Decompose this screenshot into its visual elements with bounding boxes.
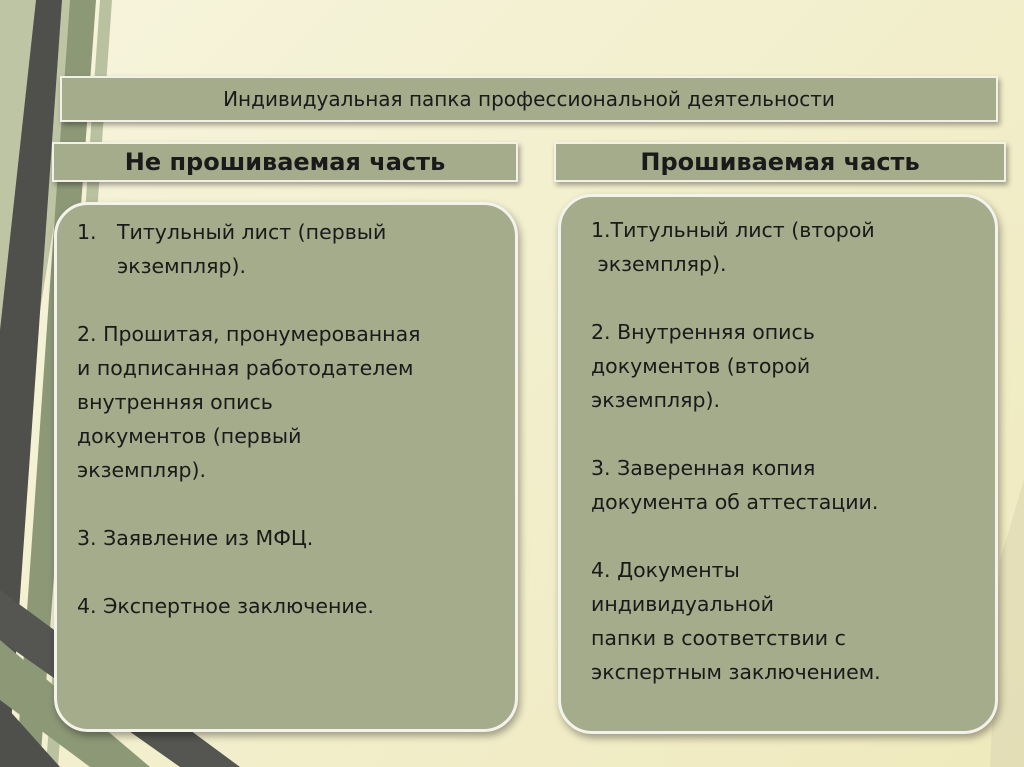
list-line: документов (первый — [77, 424, 302, 448]
list-line: документа об аттестации. — [591, 490, 879, 514]
non-stitched-list-panel — [54, 202, 518, 732]
list-line: экземпляр). — [77, 458, 206, 482]
list-number: 1. — [77, 220, 97, 244]
list-line: 4. Экспертное заключение. — [77, 594, 374, 618]
list-line: экземпляр). — [591, 252, 727, 276]
list-item — [591, 553, 995, 689]
list-line: 2. Внутренняя опись — [591, 320, 815, 344]
list-line: 4. Документы — [591, 558, 740, 582]
list-line: экземпляр). — [117, 254, 246, 278]
list-item — [591, 315, 995, 417]
header-non-stitched-text: Не прошиваемая часть — [124, 148, 446, 176]
list-line: индивидуальной — [591, 592, 774, 616]
list-item — [77, 521, 515, 555]
slide-title — [60, 76, 998, 122]
list-line: Титульный лист (первый — [117, 220, 387, 244]
list-line: папки в соответствии с — [591, 626, 846, 650]
list-line: экземпляр). — [591, 388, 720, 412]
list-line: и подписанная работодателем — [77, 356, 414, 380]
list-line: экспертным заключением. — [591, 660, 881, 684]
list-item — [77, 215, 515, 283]
header-stitched — [554, 142, 1006, 182]
list-item — [77, 589, 515, 623]
list-line: 3. Заверенная копия — [591, 456, 816, 480]
list-item — [591, 451, 995, 519]
stitched-list-panel — [558, 194, 998, 734]
list-line: внутренняя опись — [77, 390, 273, 414]
list-line: 2. Прошитая, пронумерованная — [77, 322, 421, 346]
header-stitched-text: Прошиваемая часть — [640, 148, 920, 176]
list-item — [591, 213, 995, 281]
header-non-stitched — [52, 142, 518, 182]
slide-title-text: Индивидуальная папка профессиональной деятельности — [223, 87, 835, 111]
list-line: 3. Заявление из МФЦ. — [77, 526, 314, 550]
list-line: документов (второй — [591, 354, 811, 378]
list-item — [77, 317, 515, 487]
list-line: 1.Титульный лист (второй — [591, 218, 875, 242]
